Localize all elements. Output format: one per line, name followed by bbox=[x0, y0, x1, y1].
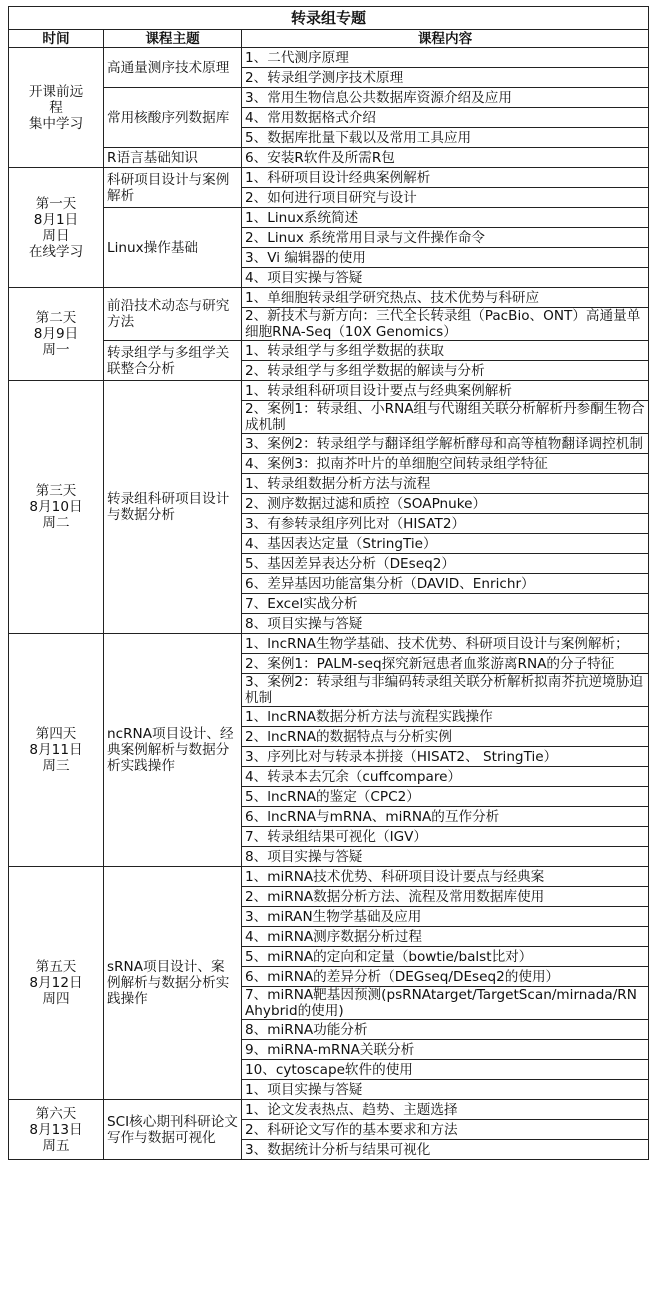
session-time-line: 周一 bbox=[42, 342, 70, 358]
course-content-item: 5、基因差异表达分析（DEseq2） bbox=[242, 554, 649, 574]
schedule-table bbox=[8, 6, 649, 1160]
course-content-item: 2、转录组学与多组学数据的解读与分析 bbox=[242, 361, 649, 381]
course-content-item: 4、miRNA测序数据分析过程 bbox=[242, 927, 649, 947]
table-row bbox=[9, 168, 649, 188]
course-content-item: 2、如何进行项目研究与设计 bbox=[242, 188, 649, 208]
course-content-item: 2、lncRNA的数据特点与分析实例 bbox=[242, 727, 649, 747]
session-time-cell bbox=[9, 634, 104, 867]
course-content-item: 3、序列比对与转录本拼接（HISAT2、 StringTie） bbox=[242, 747, 649, 767]
session-time-line: 第四天 bbox=[35, 726, 77, 742]
table-row bbox=[9, 288, 649, 308]
course-topic-cell: SCI核心期刊科研论文写作与数据可视化 bbox=[104, 1100, 242, 1160]
session-time-line: 8月11日 bbox=[29, 742, 83, 758]
course-content-item: 3、有参转录组序列比对（HISAT2） bbox=[242, 514, 649, 534]
course-topic-cell: 前沿技术动态与研究方法 bbox=[104, 288, 242, 341]
course-content-item: 6、miRNA的差异分析（DEGseq/DEseq2的使用） bbox=[242, 967, 649, 987]
course-topic-cell: ncRNA项目设计、经典案例解析与数据分析实践操作 bbox=[104, 634, 242, 867]
course-content-item: 1、二代测序原理 bbox=[242, 48, 649, 68]
course-content-item: 2、miRNA数据分析方法、流程及常用数据库使用 bbox=[242, 887, 649, 907]
course-content-item: 7、Excel实战分析 bbox=[242, 594, 649, 614]
course-content-item: 10、cytoscape软件的使用 bbox=[242, 1060, 649, 1080]
session-time-line: 第一天 bbox=[35, 195, 77, 212]
session-time-line: 在线学习 bbox=[28, 243, 84, 260]
course-content-item: 8、项目实操与答疑 bbox=[242, 847, 649, 867]
session-time-cell bbox=[9, 48, 104, 168]
course-topic-cell: 转录组学与多组学关联整合分析 bbox=[104, 341, 242, 381]
course-content-item: 7、转录组结果可视化（IGV） bbox=[242, 827, 649, 847]
table-row bbox=[9, 867, 649, 887]
course-topic-cell: sRNA项目设计、案例解析与数据分析实践操作 bbox=[104, 867, 242, 1100]
course-content-item: 2、科研论文写作的基本要求和方法 bbox=[242, 1120, 649, 1140]
table-row bbox=[9, 1100, 649, 1120]
session-time-cell bbox=[9, 288, 104, 381]
course-content-item: 4、转录本去冗余（cuffcompare） bbox=[242, 767, 649, 787]
course-content-item: 1、miRNA技术优势、科研项目设计要点与经典案 bbox=[242, 867, 649, 887]
session-time-line: 周二 bbox=[42, 515, 70, 531]
session-time-line: 8月10日 bbox=[29, 499, 83, 515]
session-time-line: 第二天 bbox=[35, 310, 77, 326]
header-time: 时间 bbox=[9, 30, 104, 48]
session-time-line: 8月13日 bbox=[29, 1121, 83, 1138]
course-content-item: 3、miRAN生物学基础及应用 bbox=[242, 907, 649, 927]
course-content-item: 6、安装R软件及所需R包 bbox=[242, 148, 649, 168]
course-content-item: 1、lncRNA数据分析方法与流程实践操作 bbox=[242, 707, 649, 727]
course-content-item: 1、科研项目设计经典案例解析 bbox=[242, 168, 649, 188]
course-content-item: 8、miRNA功能分析 bbox=[242, 1020, 649, 1040]
course-content-item: 2、案例1：PALM-seq探究新冠患者血浆游离RNA的分子特征 bbox=[242, 654, 649, 674]
course-content-item: 2、新技术与新方向：三代全长转录组（PacBio、ONT）高通量单细胞RNA-Seq（10X Genomics） bbox=[242, 308, 649, 341]
table-row bbox=[9, 148, 649, 168]
session-time-line: 周三 bbox=[42, 758, 70, 774]
course-content-item: 1、转录组学与多组学数据的获取 bbox=[242, 341, 649, 361]
course-content-item: 1、项目实操与答疑 bbox=[242, 1080, 649, 1100]
course-content-item: 2、测序数据过滤和质控（SOAPnuke） bbox=[242, 494, 649, 514]
course-content-item: 1、转录组科研项目设计要点与经典案例解析 bbox=[242, 381, 649, 401]
course-topic-cell: Linux操作基础 bbox=[104, 208, 242, 288]
course-content-item: 4、案例3：拟南芥叶片的单细胞空间转录组学特征 bbox=[242, 454, 649, 474]
session-time-line: 周五 bbox=[42, 1137, 70, 1154]
header-content: 课程内容 bbox=[242, 30, 649, 48]
session-time-cell bbox=[9, 1100, 104, 1160]
course-content-item: 1、论文发表热点、趋势、主题选择 bbox=[242, 1100, 649, 1120]
course-topic-cell: R语言基础知识 bbox=[104, 148, 242, 168]
course-content-item: 4、常用数据格式介绍 bbox=[242, 108, 649, 128]
table-row bbox=[9, 208, 649, 228]
course-content-item: 7、miRNA靶基因预测(psRNAtarget/TargetScan/mirnada/RNAhybrid的使用) bbox=[242, 987, 649, 1020]
course-content-item: 8、项目实操与答疑 bbox=[242, 614, 649, 634]
course-content-item: 5、lncRNA的鉴定（CPC2） bbox=[242, 787, 649, 807]
session-time-line: 周四 bbox=[42, 991, 70, 1007]
session-time-line: 集中学习 bbox=[28, 115, 84, 132]
table-row bbox=[9, 634, 649, 654]
session-time-line: 程 bbox=[49, 99, 63, 116]
course-content-item: 9、miRNA-mRNA关联分析 bbox=[242, 1040, 649, 1060]
course-topic-cell: 常用核酸序列数据库 bbox=[104, 88, 242, 148]
schedule-body bbox=[9, 48, 649, 1160]
course-content-item: 6、lncRNA与mRNA、miRNA的互作分析 bbox=[242, 807, 649, 827]
header-topic: 课程主题 bbox=[104, 30, 242, 48]
table-row bbox=[9, 48, 649, 68]
course-content-item: 1、单细胞转录组学研究热点、技术优势与科研应 bbox=[242, 288, 649, 308]
session-time-line: 8月9日 bbox=[33, 326, 79, 342]
course-topic-cell: 转录组科研项目设计与数据分析 bbox=[104, 381, 242, 634]
course-content-item: 3、常用生物信息公共数据库资源介绍及应用 bbox=[242, 88, 649, 108]
course-topic-cell: 高通量测序技术原理 bbox=[104, 48, 242, 88]
session-time-cell bbox=[9, 168, 104, 288]
session-time-line: 第六天 bbox=[35, 1105, 77, 1122]
course-content-item: 1、转录组数据分析方法与流程 bbox=[242, 474, 649, 494]
course-content-item: 3、案例2：转录组与非编码转录组关联分析解析拟南芥抗逆境胁迫机制 bbox=[242, 674, 649, 707]
course-content-item: 4、项目实操与答疑 bbox=[242, 268, 649, 288]
course-content-item: 3、Vi 编辑器的使用 bbox=[242, 248, 649, 268]
table-row bbox=[9, 88, 649, 108]
course-content-item: 4、基因表达定量（StringTie） bbox=[242, 534, 649, 554]
table-row bbox=[9, 341, 649, 361]
course-content-item: 6、差异基因功能富集分析（DAVID、Enrichr） bbox=[242, 574, 649, 594]
course-content-item: 5、miRNA的定向和定量（bowtie/balst比对） bbox=[242, 947, 649, 967]
course-content-item: 5、数据库批量下载以及常用工具应用 bbox=[242, 128, 649, 148]
session-time-line: 开课前远 bbox=[28, 83, 84, 100]
course-content-item: 3、案例2：转录组学与翻译组学解析酵母和高等植物翻译调控机制 bbox=[242, 434, 649, 454]
table-row bbox=[9, 381, 649, 401]
session-time-line: 周日 bbox=[42, 227, 70, 244]
session-time-line: 8月12日 bbox=[29, 975, 83, 991]
session-time-cell bbox=[9, 381, 104, 634]
table-title: 转录组专题 bbox=[9, 7, 649, 30]
course-content-item: 2、转录组学测序技术原理 bbox=[242, 68, 649, 88]
session-time-line: 第三天 bbox=[35, 483, 77, 499]
course-content-item: 3、数据统计分析与结果可视化 bbox=[242, 1140, 649, 1160]
session-time-line: 8月1日 bbox=[33, 211, 79, 228]
course-topic-cell: 科研项目设计与案例解析 bbox=[104, 168, 242, 208]
course-content-item: 1、Linux系统简述 bbox=[242, 208, 649, 228]
session-time-line: 第五天 bbox=[35, 959, 77, 975]
course-content-item: 2、Linux 系统常用目录与文件操作命令 bbox=[242, 228, 649, 248]
course-content-item: 2、案例1：转录组、小RNA组与代谢组关联分析解析丹参酮生物合成机制 bbox=[242, 401, 649, 434]
course-content-item: 1、lncRNA生物学基础、技术优势、科研项目设计与案例解析； bbox=[242, 634, 649, 654]
session-time-cell bbox=[9, 867, 104, 1100]
